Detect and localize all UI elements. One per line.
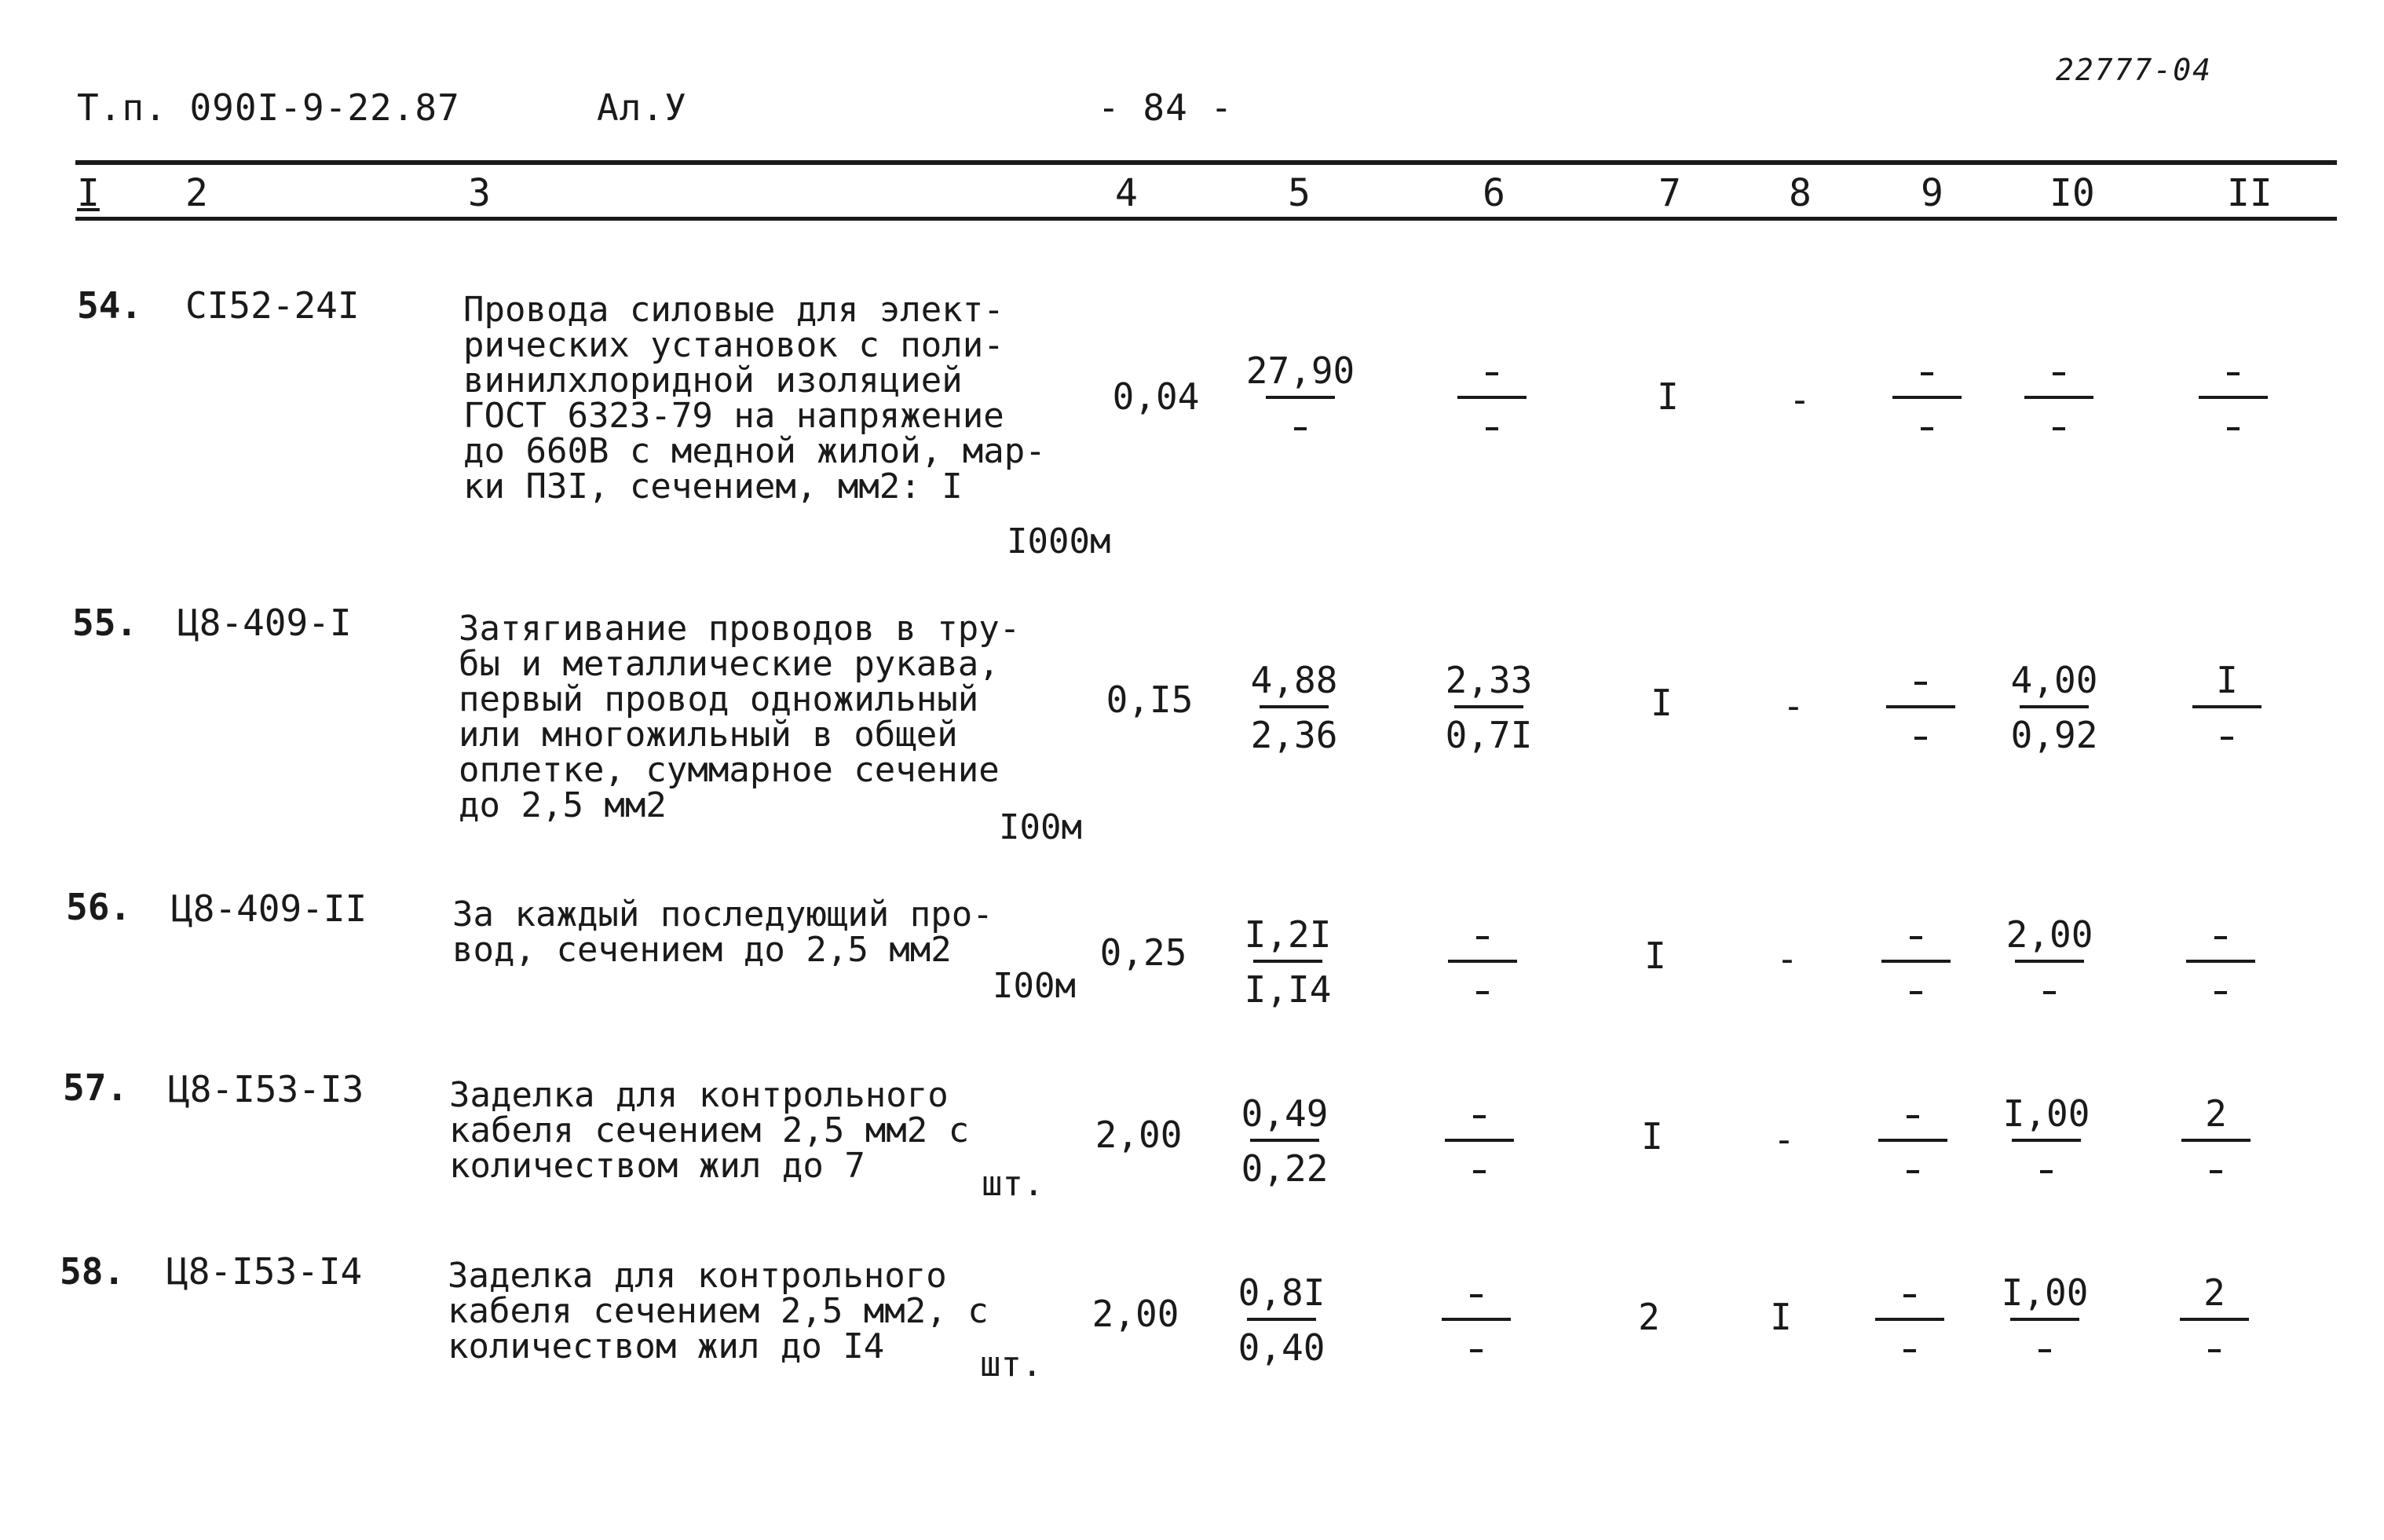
col7-value: I [1651,682,1673,724]
measure-unit: шт. [980,1344,1043,1385]
column-header: 6 [1483,171,1505,215]
col10-value [1995,913,2104,1011]
doc-reference: Т.п. 090I-9-22.87 [77,86,460,129]
header-rule-top [75,160,2337,165]
quantity: 2,00 [1095,1114,1183,1156]
fraction-bar [2181,1139,2251,1142]
col10-value [1991,1092,2101,1191]
col9-value [1866,658,1976,757]
col9-bottom-dash [1855,1326,1965,1370]
fraction-bar [1881,960,1951,963]
row-number: 55. [72,602,138,644]
col10-bottom-dash [1990,1326,2100,1370]
col5-bottom: 2,36 [1250,714,1338,756]
col11-value [2166,913,2276,1011]
col9-value [1858,1092,1968,1191]
col11-bottom-dash [2166,968,2276,1011]
work-description: Заделка для контрольного кабеля сечением 2,5 мм2 с количеством жил до 7 [449,1075,970,1186]
column-header: 3 [468,171,491,215]
inventory-stamp: 22777-04 [2056,53,2213,87]
col6-bottom: 0,7I [1445,714,1533,756]
col10-top-dash [2004,349,2114,393]
col9-top-dash [1855,1271,1965,1315]
col5-value [1233,913,1343,1011]
col8-value: - [1773,1118,1795,1161]
col9-value [1872,349,1982,448]
fraction-bar [1892,396,1962,399]
col10-bottom-dash [1995,968,2104,1011]
col5-value [1227,1271,1336,1370]
column-header: 4 [1115,171,1138,215]
quantity: 2,00 [1091,1293,1179,1335]
column-header: I [77,171,100,215]
col11-top: 2 [2203,1271,2225,1314]
column-header: 5 [1288,171,1311,215]
col6-bottom-dash [1424,1147,1534,1191]
col11-bottom-dash [2159,1326,2269,1370]
col11-value [2172,658,2282,757]
col9-bottom-dash [1866,713,1976,757]
col10-bottom-dash [1991,1147,2101,1191]
measure-unit: I00м [999,807,1082,847]
measure-unit: I000м [1007,521,1111,561]
column-header: 7 [1658,171,1681,215]
col7-value: I [1657,375,1679,418]
column-header: II [2227,171,2272,215]
quantity: 0,I5 [1106,679,1194,721]
fraction-bar [1250,1139,1319,1142]
col5-top: 0,49 [1241,1092,1329,1135]
fraction-bar [1266,396,1335,399]
page-number: - 84 - [1098,86,1234,129]
col10-bottom: 0,92 [2010,714,2098,756]
column-header: 8 [1789,171,1812,215]
col11-value [2178,349,2288,448]
fraction-bar [1442,1318,1511,1321]
col7-value: I [1641,1115,1663,1158]
col8-value: I [1770,1296,1792,1338]
rate-code: Ц8-409-I [177,602,352,644]
fraction-bar [1253,960,1322,963]
col9-top-dash [1872,349,1982,393]
col9-value [1855,1271,1965,1370]
col5-value [1239,658,1349,757]
col10-top: I,00 [2001,1271,2089,1314]
col5-bottom: I,I4 [1244,968,1332,1011]
col8-value: - [1783,685,1804,727]
col5-bottom-dash [1245,404,1355,448]
col9-bottom-dash [1861,968,1971,1011]
col10-bottom-dash [2004,404,2114,448]
col11-top: I [2216,659,2238,701]
work-description: Заделка для контрольного кабеля сечением 2,5 мм2, с количеством жил до I4 [448,1256,989,1366]
col11-bottom-dash [2178,404,2288,448]
album-number: Ал.У [597,86,687,129]
col6-top-dash [1437,349,1547,393]
col5-value [1230,1092,1340,1191]
work-description: Провода силовые для элект- рических установок с поли- винилхлоридной изоляцией ГОСТ 6323-79 на напряжение до 660В с медной жилой, мар- ки ПЗI, сечением, мм2: I [463,290,1046,507]
col10-value [2004,349,2114,448]
col11-top: 2 [2205,1092,2227,1135]
col5-bottom: 0,22 [1241,1147,1329,1190]
col6-top-dash [1428,913,1538,957]
rate-code: Ц8-I53-I3 [168,1068,364,1110]
fraction-bar [2024,396,2093,399]
fraction-bar [1448,960,1517,963]
column-header: 2 [185,171,208,215]
col6-value [1434,658,1544,757]
col9-bottom-dash [1858,1147,1968,1191]
col6-value [1424,1092,1534,1191]
col11-top-dash [2166,913,2276,957]
col5-top: 0,8I [1238,1271,1325,1314]
col5-top: 4,88 [1250,659,1338,701]
col6-top: 2,33 [1445,659,1533,701]
fraction-bar [1247,1318,1316,1321]
col5-top: 27,90 [1245,349,1355,392]
fraction-bar [2192,705,2262,708]
col6-top-dash [1424,1092,1534,1136]
work-description: Затягивание проводов в тру- бы и металлические рукава, первый провод одножильный или многожильный в общей оплетке, суммарное сечение до 2,5 мм2 [459,609,1021,825]
column-header: I0 [2049,171,2095,215]
fraction-bar [1445,1139,1514,1142]
col9-value [1861,913,1971,1011]
fraction-bar [2180,1318,2249,1321]
work-description: За каждый последующий про- вод, сечением до 2,5 мм2 [452,894,993,970]
col9-top-dash [1866,658,1976,702]
col8-value: - [1776,938,1798,980]
fraction-bar [1875,1318,1944,1321]
col6-value [1437,349,1547,448]
col5-value [1245,349,1355,448]
col11-value [2161,1092,2271,1191]
col10-value [1999,658,2109,757]
fraction-bar [1454,705,1523,708]
col6-bottom-dash [1428,968,1538,1011]
fraction-bar [2020,705,2089,708]
col9-top-dash [1858,1092,1968,1136]
measure-unit: шт. [982,1164,1044,1204]
quantity: 0,25 [1099,931,1187,974]
fraction-bar [1260,705,1329,708]
fraction-bar [1457,396,1527,399]
fraction-bar [1878,1139,1947,1142]
fraction-bar [1886,705,1955,708]
col8-value: - [1789,379,1811,421]
col7-value: 2 [1638,1296,1660,1338]
rate-code: Ц8-I53-I4 [166,1250,363,1293]
column-header: 9 [1921,171,1943,215]
fraction-bar [2012,1139,2081,1142]
col11-bottom-dash [2161,1147,2271,1191]
fraction-bar [2010,1318,2079,1321]
col6-value [1428,913,1538,1011]
col6-value [1421,1271,1531,1370]
col9-bottom-dash [1872,404,1982,448]
measure-unit: I00м [993,966,1076,1006]
row-number: 58. [60,1250,126,1293]
col11-value [2159,1271,2269,1370]
fraction-bar [2015,960,2084,963]
header-rule-bottom [75,217,2337,221]
col6-bottom-dash [1437,404,1547,448]
col9-top-dash [1861,913,1971,957]
row-number: 54. [77,284,143,327]
col10-value [1990,1271,2100,1370]
quantity: 0,04 [1112,375,1200,418]
col11-top-dash [2178,349,2288,393]
row-number: 56. [66,886,132,928]
rate-code: CI52-24I [185,284,360,327]
col10-top: I,00 [2002,1092,2090,1135]
col10-top: 2,00 [2006,913,2093,956]
col6-top-dash [1421,1271,1531,1315]
fraction-bar [2199,396,2268,399]
col5-bottom: 0,40 [1238,1326,1325,1369]
col10-top: 4,00 [2010,659,2098,701]
col5-top: I,2I [1244,913,1332,956]
col6-bottom-dash [1421,1326,1531,1370]
fraction-bar [2186,960,2255,963]
col7-value: I [1644,935,1666,977]
col11-bottom-dash [2172,713,2282,757]
rate-code: Ц8-409-II [171,887,367,930]
row-number: 57. [63,1066,129,1109]
